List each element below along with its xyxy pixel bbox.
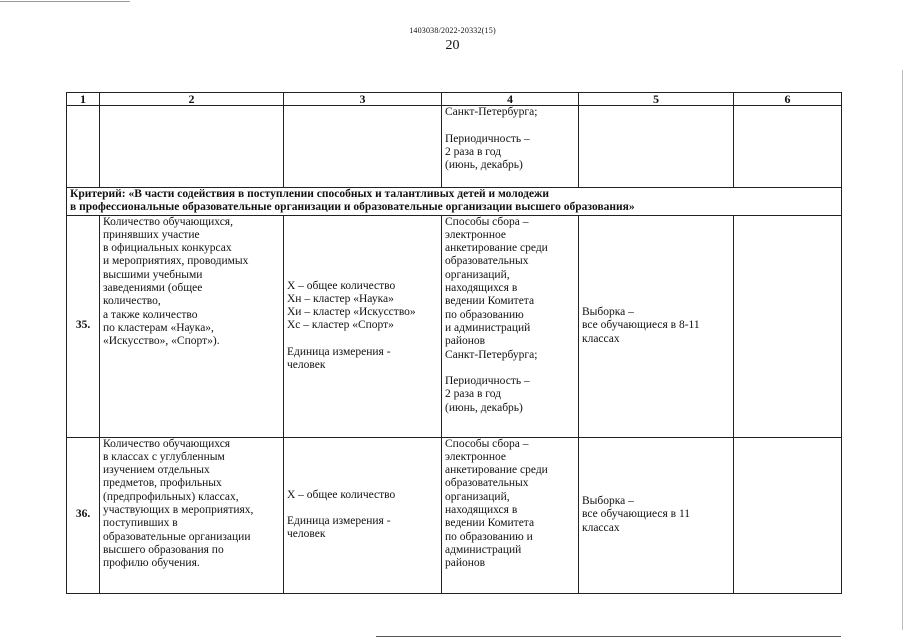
sample-cell: Выборка – все обучающиеся в 8-11 классах [579, 215, 734, 437]
formula-cell: X – общее количество Xн – кластер «Наука» Xи – кластер «Искусство» Xс – кластер «Спорт» Единица измерения - человек [284, 215, 442, 437]
column-header-6: 6 [734, 93, 842, 106]
table-row [67, 437, 842, 593]
scan-edge-line [0, 1, 130, 2]
indicator-cell: Количество обучающихся, принявших участие в официальных конкурсах и мероприятиях, проводимых высшими учебными заведениями (общее количество, а также количество по кластерам «Наука», «Искусство», «Спорт»). [100, 215, 284, 437]
row-number: 36. [67, 437, 100, 593]
cell-empty [579, 106, 734, 188]
column-header-5: 5 [579, 93, 734, 106]
continuation-row [67, 106, 842, 188]
cell-empty [284, 106, 442, 188]
note-cell [734, 215, 842, 437]
indicators-table [66, 92, 842, 594]
column-header-2: 2 [100, 93, 284, 106]
criterion-row [67, 188, 842, 216]
table-row [67, 215, 842, 437]
formula-cell: X – общее количество Единица измерения - человек [284, 437, 442, 593]
column-header-4: 4 [442, 93, 579, 106]
continuation-method-cell: Санкт-Петербурга; Периодичность – 2 раза в год (июнь, декабрь) [442, 106, 579, 188]
cell-empty [734, 106, 842, 188]
criterion-heading: Критерий: «В части содействия в поступлении способных и талантливых детей и молодежи в профессиональные образовательные организации и образовательные организации высшего образования» [67, 188, 842, 216]
method-cell: Способы сбора – электронное анкетирование среди образовательных организаций, находящихся в ведении Комитета по образованию и администраций районов Санкт-Петербурга; Периодичность – 2 раза в год (июнь, декабрь) [442, 215, 579, 437]
scan-edge-right [902, 70, 903, 630]
table-header-row [67, 93, 842, 106]
scan-bottom-line [376, 636, 841, 637]
method-cell: Способы сбора – электронное анкетирование среди образовательных организаций, находящихся в ведении Комитета по образованию и администраций районов [442, 437, 579, 593]
column-header-1: 1 [67, 93, 100, 106]
cell-empty [100, 106, 284, 188]
note-cell [734, 437, 842, 593]
indicator-cell: Количество обучающихся в классах с углубленным изучением отдельных предметов, профильных (предпрофильных) классах, участвующих в мероприятиях, поступивших в образовательные организации высшего образования по профилю обучения. [100, 437, 284, 593]
sample-cell: Выборка – все обучающиеся в 11 классах [579, 437, 734, 593]
page-number: 20 [445, 38, 460, 53]
cell-empty [67, 106, 100, 188]
document-number: 1403038/2022-20332(15) [409, 26, 496, 35]
row-number: 35. [67, 215, 100, 437]
column-header-3: 3 [284, 93, 442, 106]
